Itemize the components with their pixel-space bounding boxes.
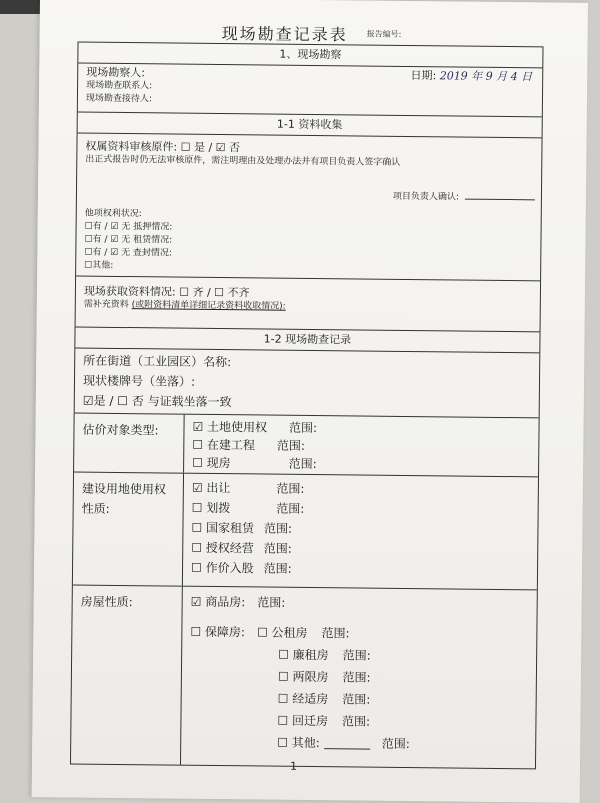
page-number: 1 bbox=[289, 759, 298, 773]
section-1-2-heading: 1-2 现场勘查记录 bbox=[75, 328, 539, 354]
section-1-block bbox=[78, 64, 542, 118]
object-type-label: 估价对象类型: bbox=[74, 414, 185, 473]
leader-confirm-label: 项目负责人确认: bbox=[392, 191, 459, 203]
lease-row: ☐有 / ☑ 无 租赁情况: bbox=[84, 234, 173, 246]
house-nature-options bbox=[181, 587, 537, 769]
object-type-options bbox=[184, 415, 539, 477]
original-note: 出正式报告时仍无法审核原件，需注明理由及处理办法并有项目负责人签字确认 bbox=[85, 154, 401, 168]
house-guarantee: ☐ 保障房: ☐ 公租房 范围: bbox=[190, 624, 350, 641]
other-blank bbox=[324, 748, 370, 749]
other-rights bbox=[84, 208, 172, 274]
record-table bbox=[70, 42, 544, 770]
supplement-label: 需补充资料 bbox=[83, 299, 129, 311]
house-sub-other: ☐ 其他: 范围: bbox=[277, 735, 410, 752]
house-sub-affordable: ☐ 经适房 范围: bbox=[277, 691, 371, 707]
land-use-transfer: ☑ 出让 范围: bbox=[191, 480, 305, 496]
house-nature-label: 房屋性质: bbox=[71, 586, 183, 765]
street-field: 所在街道（工业园区）名称: bbox=[83, 353, 232, 370]
land-use-label: 建设用地使用权性质: bbox=[73, 473, 184, 586]
object-type-row bbox=[74, 414, 539, 478]
date-value: 2019 年 9 月 4 日 bbox=[439, 69, 533, 84]
supplement-note: (或附资料清单详细记录资料收取情况): bbox=[131, 300, 286, 312]
leader-confirm bbox=[393, 191, 535, 205]
plate-field: 现状楼牌号（坐落）: bbox=[82, 373, 196, 389]
other-row: ☐其他: bbox=[84, 260, 114, 271]
other-rights-label: 他项权利状况: bbox=[84, 208, 142, 220]
land-use-lease: ☐ 国家租赁 范围: bbox=[191, 520, 293, 536]
document-page bbox=[32, 0, 588, 803]
object-option-land: ☑ 土地使用权 范围: bbox=[192, 419, 318, 436]
mortgage-row: ☐有 / ☑ 无 抵押情况: bbox=[84, 221, 173, 233]
consistency-check: ☑是 / ☐ 否 与证载坐落一致 bbox=[82, 393, 232, 410]
section-1-1-block bbox=[76, 134, 541, 282]
house-commercial: ☑ 商品房: 范围: bbox=[190, 594, 286, 610]
land-use-equity: ☐ 作价入股 范围: bbox=[190, 560, 292, 576]
section-1-1-heading: 1-1 资料收集 bbox=[78, 113, 542, 139]
document-title: 现场勘查记录表 bbox=[221, 24, 348, 45]
house-sub-lowrent: ☐ 廉租房 范围: bbox=[278, 647, 371, 663]
section-1-heading: 1、现场勘察 bbox=[78, 43, 542, 69]
object-option-construction: ☐ 在建工程 范围: bbox=[192, 437, 306, 453]
report-number-label: 报告编号: bbox=[366, 29, 402, 39]
seizure-row: ☐有 / ☑ 无 查封情况: bbox=[84, 247, 173, 259]
land-use-allocation: ☐ 划拨 范围: bbox=[191, 500, 305, 516]
land-use-row bbox=[73, 473, 538, 591]
land-use-authorized: ☐ 授权经营 范围: bbox=[191, 540, 292, 556]
date-label: 日期: bbox=[410, 69, 437, 83]
object-option-existing: ☐ 现房 范围: bbox=[192, 455, 317, 472]
house-sub-twolimit: ☐ 两限房 范围: bbox=[277, 669, 371, 685]
receiver-field: 现场勘查接待人: bbox=[85, 93, 153, 105]
inspector-field: 现场勘察人: bbox=[86, 65, 146, 80]
materials-obtained: 现场获取资料情况: ☐ 齐 / ☐ 不齐 bbox=[83, 284, 250, 300]
materials-block bbox=[76, 277, 541, 333]
ownership-review: 权属资料审核原件: ☐ 是 / ☑ 否 bbox=[85, 139, 241, 155]
signature-line bbox=[465, 199, 535, 201]
land-use-options bbox=[183, 474, 538, 590]
contact-field: 现场勘查联系人: bbox=[86, 80, 153, 92]
house-nature-row bbox=[71, 586, 537, 769]
house-sub-relocation: ☐ 回迁房 范围: bbox=[277, 713, 371, 729]
photo-corner bbox=[0, 0, 40, 14]
date-field bbox=[410, 69, 532, 84]
location-block bbox=[75, 349, 540, 419]
